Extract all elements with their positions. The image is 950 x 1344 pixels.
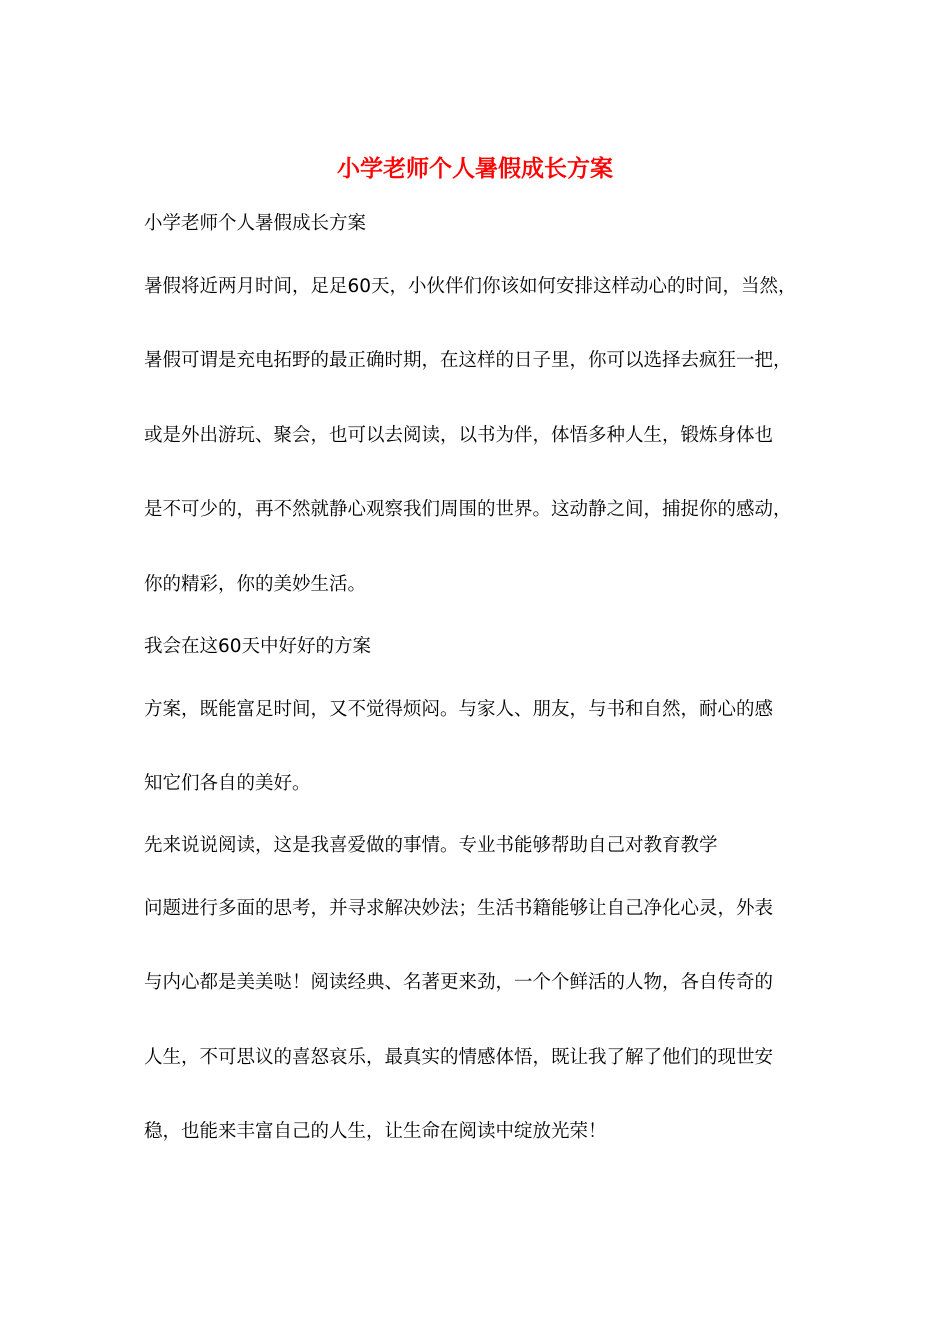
- paragraph-line: 稳，也能来丰富自己的人生，让生命在阅读中绽放光荣！: [144, 1121, 607, 1142]
- paragraph-line: 我会在这60天中好好的方案: [144, 636, 372, 657]
- paragraph-line: 暑假将近两月时间，足足60天，小伙伴们你该如何安排这样动心的时间，当然，: [144, 276, 797, 297]
- paragraph-line: 与内心都是美美哒！阅读经典、名著更来劲，一个个鲜活的人物，各自传奇的: [144, 972, 774, 993]
- paragraph-line: 知它们各自的美好。: [144, 773, 311, 794]
- paragraph-line: 或是外出游玩、聚会，也可以去阅读，以书为伴，体悟多种人生，锻炼身体也: [144, 425, 774, 446]
- subtitle-line: 小学老师个人暑假成长方案: [144, 213, 367, 234]
- paragraph-line: 你的精彩，你的美妙生活。: [144, 574, 367, 595]
- paragraph-line: 问题进行多面的思考，并寻求解决妙法；生活书籍能够让自己净化心灵，外表: [144, 898, 774, 919]
- paragraph-line: 方案，既能富足时间，又不觉得烦闷。与家人、朋友，与书和自然，耐心的感: [144, 699, 774, 720]
- paragraph-line: 人生，不可思议的喜怒哀乐，最真实的情感体悟，既让我了解了他们的现世安: [144, 1047, 774, 1068]
- document-title: 小学老师个人暑假成长方案: [337, 155, 613, 182]
- paragraph-line: 暑假可谓是充电拓野的最正确时期，在这样的日子里，你可以选择去疯狂一把，: [144, 350, 792, 371]
- paragraph-line: 先来说说阅读，这是我喜爱做的事情。专业书能够帮助自己对教育教学: [144, 835, 718, 856]
- paragraph-line: 是不可少的，再不然就静心观察我们周围的世界。这动静之间，捕捉你的感动，: [144, 499, 792, 520]
